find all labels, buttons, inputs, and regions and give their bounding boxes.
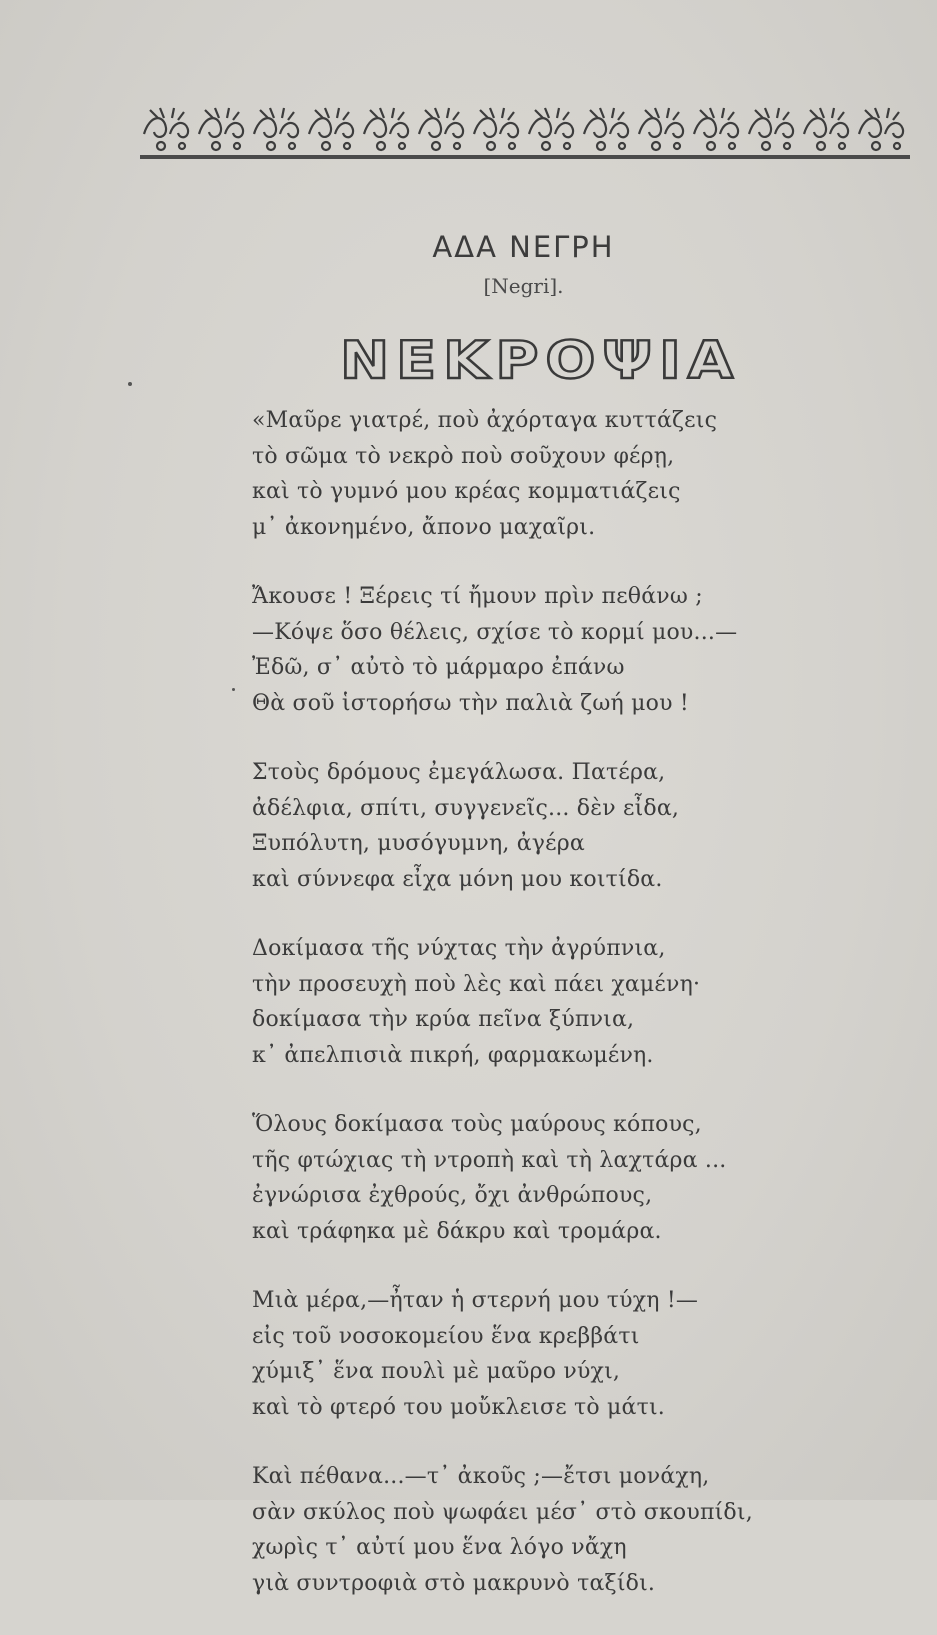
poem-line: καὶ σύννεφα εἶχα μόνη μου κοιτίδα.	[252, 866, 663, 892]
poem-line: Θὰ σοῦ ἱστορήσω τὴν παλιὰ ζωή μου !	[252, 690, 689, 716]
author-note: [Negri].	[483, 274, 564, 298]
author-name: ΑΔΑ ΝΕΓΡΗ	[432, 230, 615, 264]
poem-line: καὶ τὸ γυμνό μου κρέας κομματιάζεις	[252, 479, 681, 504]
poem-line: γιὰ συντροφιὰ στὸ μακρυνὸ ταξίδι.	[252, 1570, 656, 1596]
poem-body	[252, 403, 812, 1635]
poem-line: Ὅλους δοκίμασα τοὺς μαύρους κόπους,	[252, 1112, 702, 1137]
poem-stanza	[252, 1283, 812, 1425]
poem-line: —Κόψε ὅσο θέλεις, σχίσε τὸ κορμί μου...—	[252, 619, 738, 645]
poem-line: «Μαῦρε γιατρέ, ποὺ ἀχόρταγα κυττάζεις	[252, 408, 718, 433]
poem-line: δοκίμασα τὴν κρύα πεῖνα ξύπνια,	[252, 1007, 635, 1032]
poem-line: τὴν προσευχὴ ποὺ λὲς καὶ πάει χαμένη·	[252, 971, 701, 997]
poem-line: χωρὶς τ᾿ αὐτί μου ἕνα λόγο νἄχη	[252, 1535, 627, 1560]
poem-line: τῆς φτώχιας τὴ ντροπὴ καὶ τὴ λαχτάρα ...	[252, 1147, 727, 1173]
poem-line: σὰν σκύλος ποὺ ψωφάει μέσ᾿ στὸ σκουπίδι,	[252, 1499, 753, 1525]
poem-line: ἐγνώρισα ἐχθρούς, ὄχι ἀνθρώπους,	[252, 1183, 653, 1208]
poem-line: Μιὰ μέρα,—ἦταν ἡ στερνή μου τύχη !—	[252, 1288, 699, 1313]
poem-line: μ᾿ ἀκονημένο, ἄπονο μαχαῖρι.	[252, 514, 596, 540]
poem-line: καὶ τὸ φτερό του μοὔκλεισε τὸ μάτι.	[252, 1394, 665, 1420]
poem-stanza	[252, 579, 812, 721]
poem-line: Καὶ πέθανα...—τ᾿ ἀκοῦς ;—ἔτσι μονάχη,	[252, 1464, 710, 1489]
poem-line: Στοὺς δρόμους ἐμεγάλωσα. Πατέρα,	[252, 760, 666, 785]
poem-title	[330, 330, 750, 390]
poem-line: καὶ τράφηκα μὲ δάκρυ καὶ τρομάρα.	[252, 1218, 662, 1244]
poem-line: χύμιξ᾿ ἕνα πουλὶ μὲ μαῦρο νύχι,	[252, 1359, 621, 1384]
ornament-border-icon	[140, 100, 910, 162]
poem-stanza	[252, 403, 812, 545]
poem-line: ἀδέλφια, σπίτι, συγγενεῖς... δὲν εἶδα,	[252, 795, 680, 821]
poem-line: τὸ σῶμα τὸ νεκρὸ ποὺ σοῦχουν φέρῃ,	[252, 443, 675, 469]
poem-line: Ἄκουσε ! Ξέρεις τί ἤμουν πρὶν πεθάνω ;	[252, 584, 703, 609]
ink-speck	[128, 382, 132, 386]
poem-line: εἰς τοῦ νοσοκομείου ἕνα κρεββάτι	[252, 1323, 640, 1349]
ink-speck	[232, 688, 235, 691]
poem-line: Ξυπόλυτη, μυσόγυμνη, ἀγέρα	[252, 831, 585, 856]
poem-stanza	[252, 1459, 812, 1601]
poem-line: κ᾿ ἀπελπισιὰ πικρή, φαρμακωμένη.	[252, 1042, 654, 1068]
poem-stanza	[252, 755, 812, 897]
poem-stanza	[252, 1107, 812, 1249]
poem-line: Ἐδῶ, σ᾿ αὐτὸ τὸ μάρμαρο ἐπάνω	[252, 655, 625, 680]
poem-line: Δοκίμασα τῆς νύχτας τὴν ἀγρύπνια,	[252, 936, 666, 961]
poem-title-text: ΝΕΚΡΟΨΙΑ	[340, 331, 740, 390]
poem-stanza	[252, 931, 812, 1073]
